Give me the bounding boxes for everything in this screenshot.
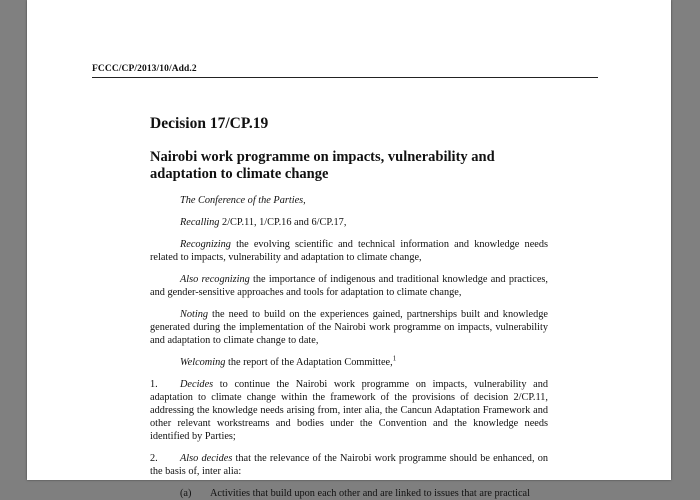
document-page: [27, 0, 671, 499]
operative-paragraph: 2. Also decides that the relevance of the Nairobi work programme should be enhanced, on the basis of, inter alia:: [150, 453, 548, 477]
footnote-marker[interactable]: 1: [392, 354, 397, 363]
decision-heading: Nairobi work programme on impacts, vulnerability and adaptation to climate change: [150, 149, 495, 182]
preamble-paragraph: Also recognizing the importance of indigenous and traditional knowledge and practices, and gender-sensitive approaches and tools for adaptation to climate change,: [150, 274, 548, 298]
preamble-paragraph: Recalling 2/CP.11, 1/CP.16 and 6/CP.17,: [180, 217, 347, 228]
preamble-paragraph: Noting the need to build on the experiences gained, partnerships built and knowledge generated during the implementation of the Nairobi work programme on impacts, vulnerability and adaptation to climate change to date,: [150, 309, 548, 346]
viewer-background-right: [672, 0, 700, 480]
header-rule: [92, 77, 598, 78]
preamble-paragraph: Welcoming the report of the Adaptation Committee,$^1$: [180, 354, 397, 368]
sub-item: (a) Activities that build upon each other and are linked to issues that are practical: [180, 488, 530, 499]
decision-body: [150, 194, 548, 500]
preamble-paragraph: The Conference of the Parties,: [180, 195, 306, 206]
viewer-background-left: [0, 0, 26, 480]
decision-title: Decision 17/CP.19: [150, 115, 269, 132]
operative-paragraph: 1. Decides to continue the Nairobi work programme on impacts, vulnerability and adaptation to climate change within the framework of the provisions of decision 2/CP.11, addressing the knowledge needs arising from, inter alia, the Cancun Adaptation Framework and other relevant workstreams and bodies under the Convention and the knowledge needs identified by Parties;: [150, 379, 548, 442]
document-symbol: FCCC/CP/2013/10/Add.2: [92, 64, 197, 74]
preamble-paragraph: Recognizing the evolving scientific and technical information and knowledge needs related to impacts, vulnerability and adaptation to climate change,: [150, 239, 548, 263]
